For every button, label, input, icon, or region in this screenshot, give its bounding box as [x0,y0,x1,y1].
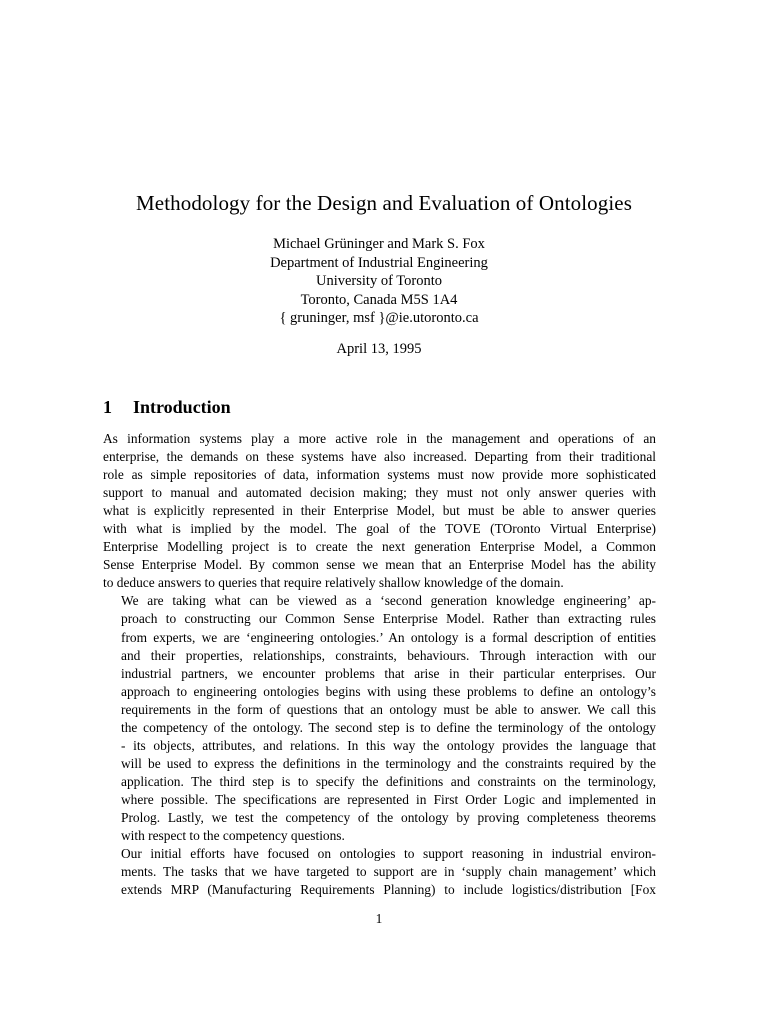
text-line: where possible. The specifications are represented in First Order Logic and implemented in [121,791,656,807]
text-line: extends MRP (Manufacturing Requirements Planning) to include logistics/distribution [Fox [121,882,656,898]
author-block [0,235,758,328]
text-line: Sense Enterprise Model. By common sense we mean that an Enterprise Model has the ability [103,557,656,573]
author-department: Department of Industrial Engineering [270,254,488,271]
text-line: Enterprise Modelling project is to create the next generation Enterprise Model, a Common [103,539,656,555]
text-line: with respect to the competency questions. [121,828,345,844]
text-line: ments. The tasks that we have targeted to support are in ‘supply chain management’ which [121,864,656,880]
body-text [103,430,656,899]
paragraph [103,430,656,592]
text-line: requirements in the form of questions that an ontology must be able to answer. We call this [121,701,656,717]
text-line: As information systems play a more active role in the management and operations of an [103,431,656,446]
section-title: Introduction [133,397,231,417]
text-line: proach to constructing our Common Sense Enterprise Model. Rather than extracting rules [121,611,656,627]
text-line: Our initial efforts have focused on ontologies to support reasoning in industrial environ- [121,846,656,862]
paragraph [103,845,656,899]
text-line: approach to engineering ontologies begins with using these problems to define an ontology’s [121,683,656,699]
text-line: and their properties, relationships, constraints, behaviours. Through interaction with our [121,647,656,663]
text-line: will be used to express the definitions in the terminology and the constraints required by the [121,755,656,771]
text-line: with what is implied by the model. The goal of the TOVE (TOronto Virtual Enterprise) [103,521,656,537]
text-line: Prolog. Lastly, we test the competency of the ontology by proving completeness theorems [121,809,656,825]
text-line: - its objects, attributes, and relations. In this way the ontology provides the language that [121,737,656,753]
section-heading [103,395,231,419]
paper-date: April 13, 1995 [336,341,422,357]
author-location: Toronto, Canada M5S 1A4 [300,291,458,308]
author-email: { gruninger, msf }@ie.utoronto.ca [279,310,479,327]
text-line: support to manual and automated decision making; they must not only answer queries with [103,485,656,501]
text-line: to deduce answers to queries that require relatively shallow knowledge of the domain. [103,575,564,591]
text-line: enterprise, the demands on these systems have also increased. Departing from their traditional [103,449,656,465]
section-number: 1 [103,397,112,417]
text-line: We are taking what can be viewed as a ‘second generation knowledge engineering’ ap- [121,593,656,609]
page-number: 1 [375,911,383,926]
text-line: the competency of the ontology. The second step is to define the terminology of the ontology [121,719,656,735]
paragraph [103,592,656,845]
text-line: application. The third step is to specify the definitions and constraints on the terminology, [121,773,656,789]
author-university: University of Toronto [316,273,442,290]
paper-title: Methodology for the Design and Evaluation of Ontologies [136,191,632,215]
text-line: role as simple repositories of data, information systems must now provide more sophisticated [103,467,656,483]
text-line: industrial partners, we encounter problems that arise in their particular enterprises. Our [121,665,656,681]
text-line: from experts, we are ‘engineering ontologies.’ An ontology is a formal description of entities [121,629,656,645]
author-names: Michael Grüninger and Mark S. Fox [273,236,485,252]
text-line: what is explicitly represented in their Enterprise Model, but must be able to answer queries [103,503,656,519]
